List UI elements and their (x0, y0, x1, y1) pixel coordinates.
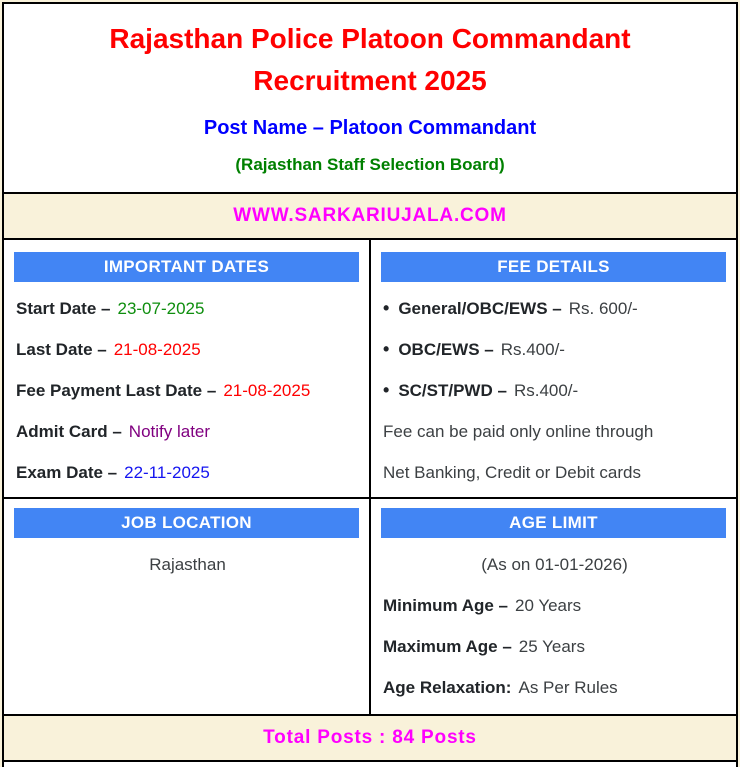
page-title (4, 18, 736, 102)
post-name: Post Name – Platoon Commandant (203, 117, 537, 139)
total-posts-text: Total Posts : 84 Posts (263, 727, 477, 748)
job-location-section (4, 499, 369, 714)
fee-row-general: • General/OBC/EWS – Rs. 600/- (383, 298, 638, 318)
fee-details-heading: FEE DETAILS (381, 252, 726, 282)
important-dates-list (4, 288, 369, 493)
date-row-admit-card: Admit Card – Notify later (16, 421, 211, 441)
cut-off-next-section (4, 762, 736, 767)
title-line-1: Rajasthan Police Platoon Commandant (109, 23, 631, 54)
fee-row-obc-ews: • OBC/EWS – Rs.400/- (383, 339, 565, 359)
date-row-exam: Exam Date – 22-11-2025 (16, 462, 210, 482)
age-row-minimum: Minimum Age – 20 Years (383, 595, 582, 615)
info-row-2 (4, 497, 736, 714)
job-location-value: Rajasthan (149, 554, 226, 574)
job-location-heading: JOB LOCATION (14, 508, 359, 538)
total-posts-banner (4, 714, 736, 762)
age-as-on-date: (As on 01-01-2026) (481, 554, 628, 574)
date-row-fee-payment: Fee Payment Last Date – 21-08-2025 (16, 380, 311, 400)
bullet-icon: • (383, 380, 390, 400)
age-row-maximum: Maximum Age – 25 Years (383, 636, 585, 656)
age-row-relaxation: Age Relaxation: As Per Rules (383, 677, 618, 697)
header (4, 4, 736, 192)
date-row-last: Last Date – 21-08-2025 (16, 339, 201, 359)
bullet-icon: • (383, 298, 390, 318)
info-row-1 (4, 240, 736, 497)
board-name: (Rajasthan Staff Selection Board) (235, 155, 505, 174)
site-banner (4, 192, 736, 240)
fee-row-sc-st-pwd: • SC/ST/PWD – Rs.400/- (383, 380, 579, 400)
notice-container (2, 2, 738, 767)
fee-note-line-1: Fee can be paid only online through (383, 421, 654, 441)
job-location-body (4, 544, 369, 585)
important-dates-heading: IMPORTANT DATES (14, 252, 359, 282)
age-limit-heading: AGE LIMIT (381, 508, 726, 538)
fee-details-list (371, 288, 736, 493)
fee-details-section (369, 240, 736, 497)
site-url-link[interactable]: WWW.SARKARIUJALA.COM (233, 205, 507, 226)
age-limit-section (369, 499, 736, 714)
title-line-2: Recruitment 2025 (253, 65, 487, 96)
date-row-start: Start Date – 23-07-2025 (16, 298, 205, 318)
fee-note-line-2: Net Banking, Credit or Debit cards (383, 462, 641, 482)
age-limit-list (371, 544, 736, 708)
important-dates-section (4, 240, 369, 497)
bullet-icon: • (383, 339, 390, 359)
